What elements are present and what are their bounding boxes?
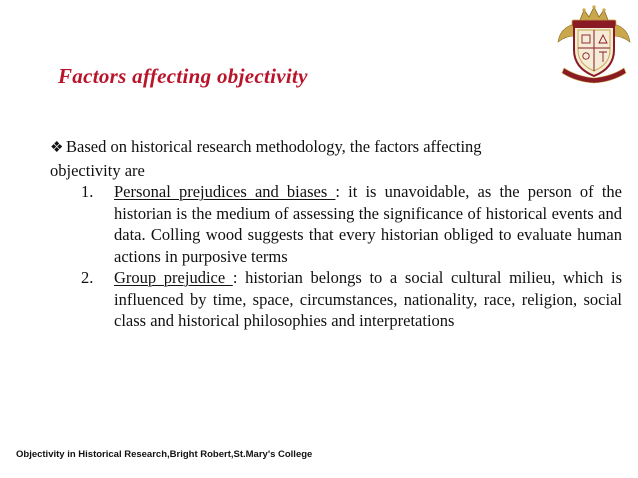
slide-body [50, 136, 622, 332]
intro-text: Based on historical research methodology, the factors affecting [66, 137, 482, 156]
slide-footer: Objectivity in Historical Research,Bright Robert,St.Mary's College [16, 449, 313, 460]
list-item [50, 267, 622, 332]
list-item-text: : historian belongs to a social cultural milieu, which is influenced by time, space, circumstances, nationality, race, religion, social class and historical philosophies and interpretations [114, 268, 622, 330]
slide-title: Factors affecting objectivity [58, 64, 308, 88]
intro-bullet [50, 136, 622, 160]
intro-text-continued: objectivity are [50, 160, 145, 180]
college-crest-logo [552, 2, 636, 86]
diamond-bullet-icon: ❖ [50, 140, 64, 156]
list-item-term: Group prejudice [114, 268, 233, 287]
list-item [50, 181, 622, 267]
list-item-number: 2. [81, 268, 94, 287]
list-item-term: Personal prejudices and biases [114, 182, 336, 201]
list-item-number: 1. [81, 182, 94, 201]
list-item-text: : it is unavoidable, as the person of the historian is the medium of assessing the significance of historical events and data. Colling wood suggests that every historian obliged to evaluate human actions in purposive terms [114, 182, 622, 266]
factor-list [50, 181, 622, 332]
